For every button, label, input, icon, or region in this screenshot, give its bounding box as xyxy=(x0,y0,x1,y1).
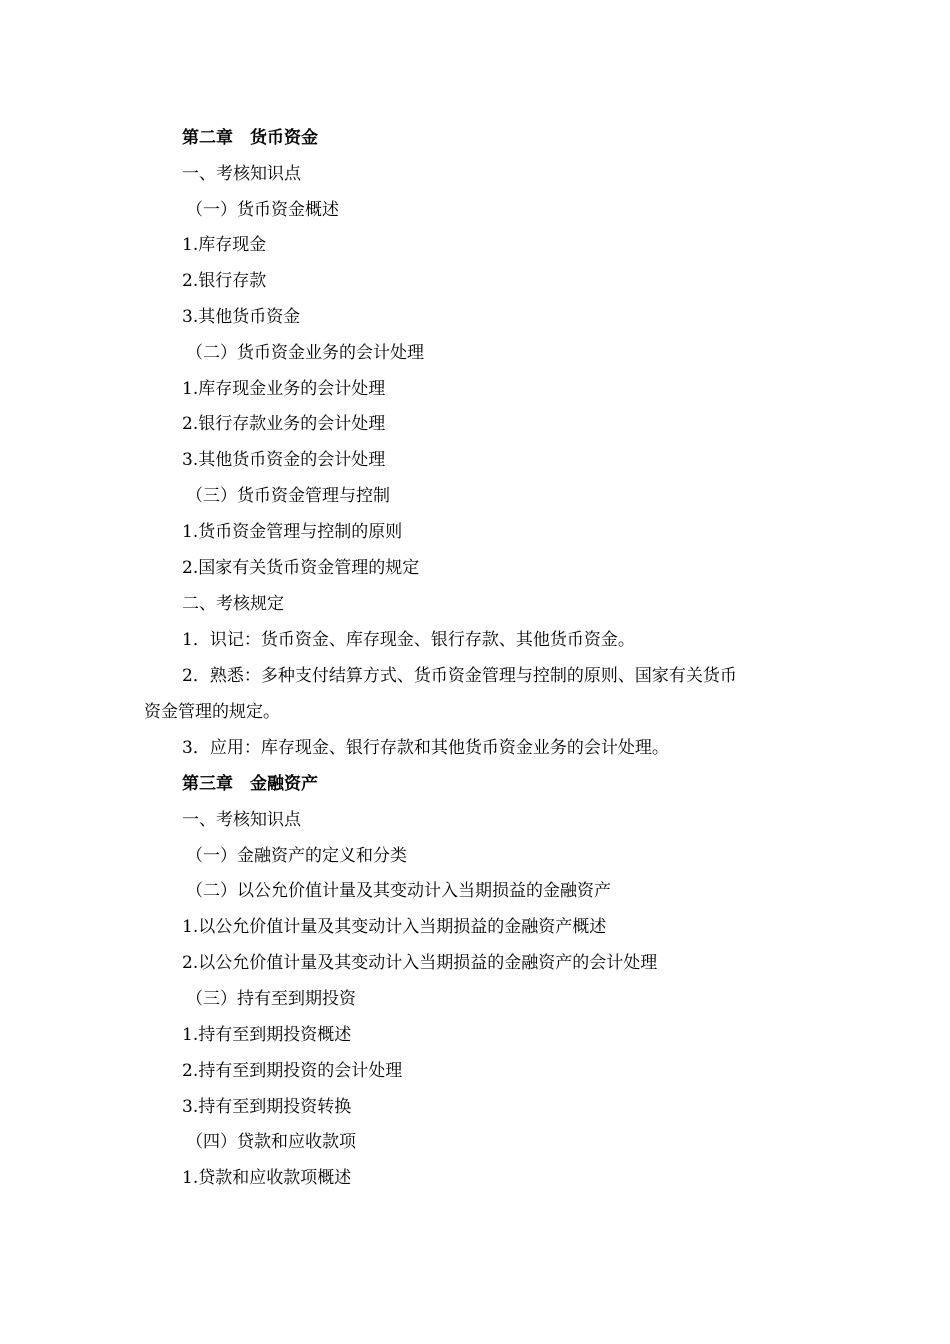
rule-item: 3．应用：库存现金、银行存款和其他货币资金业务的会计处理。 xyxy=(182,738,669,758)
section-title: 一、考核知识点 xyxy=(182,810,301,830)
list-item: 1.库存现金 xyxy=(182,235,267,255)
list-item: 2.国家有关货币资金管理的规定 xyxy=(182,558,420,578)
list-item: 1.持有至到期投资概述 xyxy=(182,1025,352,1045)
list-item: 1.库存现金业务的会计处理 xyxy=(182,379,386,399)
subsection-title: （二）货币资金业务的会计处理 xyxy=(186,343,424,363)
list-item: 1.货币资金管理与控制的原则 xyxy=(182,522,403,542)
rule-item-continued: 资金管理的规定。 xyxy=(144,702,280,722)
list-item: 3.其他货币资金 xyxy=(182,307,301,327)
subsection-title: （二）以公允价值计量及其变动计入当期损益的金融资产 xyxy=(186,881,611,901)
list-item: 1.以公允价值计量及其变动计入当期损益的金融资产概述 xyxy=(182,917,607,937)
section-title: 一、考核知识点 xyxy=(182,164,301,184)
list-item: 2.持有至到期投资的会计处理 xyxy=(182,1061,403,1081)
list-item: 2.银行存款业务的会计处理 xyxy=(182,414,386,434)
section-title: 二、考核规定 xyxy=(182,594,284,614)
list-item: 2.以公允价值计量及其变动计入当期损益的金融资产的会计处理 xyxy=(182,953,658,973)
subsection-title: （三）货币资金管理与控制 xyxy=(186,486,390,506)
list-item: 1.贷款和应收款项概述 xyxy=(182,1168,352,1188)
rule-item: 1．识记：货币资金、库存现金、银行存款、其他货币资金。 xyxy=(182,630,635,650)
list-item: 2.银行存款 xyxy=(182,271,267,291)
chapter-3-heading: 第三章 金融资产 xyxy=(182,774,318,794)
subsection-title: （四）贷款和应收款项 xyxy=(186,1132,356,1152)
subsection-title: （一）金融资产的定义和分类 xyxy=(186,846,407,866)
list-item: 3.持有至到期投资转换 xyxy=(182,1097,352,1117)
rule-item: 2．熟悉：多种支付结算方式、货币资金管理与控制的原则、国家有关货币 xyxy=(182,666,737,686)
subsection-title: （一）货币资金概述 xyxy=(186,200,339,220)
chapter-2-heading: 第二章 货币资金 xyxy=(182,128,318,148)
list-item: 3.其他货币资金的会计处理 xyxy=(182,450,386,470)
subsection-title: （三）持有至到期投资 xyxy=(186,989,356,1009)
